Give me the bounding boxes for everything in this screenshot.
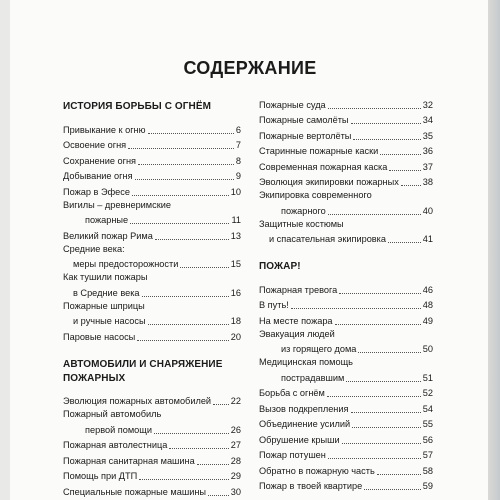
- toc-entry[interactable]: первой помощи 26: [85, 424, 241, 435]
- toc-entry-line1: Медицинская помощь: [259, 357, 353, 367]
- toc-entry[interactable]: Объединение усилий 55: [259, 419, 433, 429]
- toc-entry[interactable]: Эволюция экипировки пожарных 38: [259, 177, 433, 187]
- toc-entry[interactable]: Пожар в Эфесе 10: [63, 186, 241, 197]
- toc-entry[interactable]: На месте пожара 49: [259, 315, 433, 326]
- toc-entry[interactable]: Обрушение крыши 56: [259, 434, 433, 445]
- toc-entry[interactable]: пожарного 40: [281, 205, 433, 216]
- toc-entry[interactable]: Борьба с огнём 52: [259, 388, 433, 398]
- toc-entry[interactable]: Освоение огня 7: [63, 140, 241, 150]
- toc-entry[interactable]: Пожар потушен 57: [259, 450, 433, 460]
- toc-entry[interactable]: Современная пожарная каска 37: [259, 161, 433, 172]
- toc-entry[interactable]: меры предосторожности 15: [73, 259, 241, 269]
- toc-entry[interactable]: Пожар в твоей квартире 59: [259, 481, 433, 491]
- toc-entry[interactable]: Пожарная тревога 46: [259, 284, 433, 295]
- toc-entry[interactable]: Сохранение огня 8: [63, 155, 241, 166]
- toc-entry[interactable]: Пожарная санитарная машина 28: [63, 455, 241, 466]
- toc-entry-line1: Вигилы – древнеримские: [63, 199, 171, 210]
- toc-entry-line1: Как тушили пожары: [63, 272, 148, 282]
- toc-entry-line1: Экипировка современного: [259, 190, 372, 200]
- page-title: СОДЕРЖАНИЕ: [183, 58, 317, 78]
- toc-entry-line1: Пожарные шприцы: [63, 300, 145, 311]
- toc-entry[interactable]: Эволюция пожарных автомобилей 22: [63, 396, 241, 406]
- toc-entry[interactable]: Великий пожар Рима 13: [63, 230, 241, 241]
- toc-entry[interactable]: Помощь при ДТП 29: [63, 471, 241, 481]
- toc-entry-line1: Защитные костюмы: [259, 218, 344, 229]
- toc-entry[interactable]: В путь! 48: [259, 300, 433, 310]
- toc-right-column: [259, 96, 433, 493]
- toc-entry[interactable]: Вызов подкрепления 54: [259, 403, 433, 414]
- toc-entry[interactable]: Старинные пожарные каски 36: [259, 146, 433, 156]
- toc-entry[interactable]: пострадавшим 51: [281, 372, 433, 383]
- toc-entry-line1: Пожарный автомобиль: [63, 409, 162, 419]
- toc-entry[interactable]: в Средние века 16: [73, 287, 241, 298]
- toc-entry[interactable]: Пожарные самолёты 34: [259, 115, 433, 125]
- toc-entry[interactable]: Паровые насосы 20: [63, 331, 241, 342]
- toc-entry-line1: Эвакуация людей: [259, 328, 335, 339]
- toc-entry[interactable]: и ручные насосы 18: [73, 316, 241, 326]
- toc-entry[interactable]: Добывание огня 9: [63, 171, 241, 181]
- toc-entry[interactable]: Пожарные суда 32: [259, 99, 433, 110]
- toc-entry[interactable]: Обратно в пожарную часть 58: [259, 465, 433, 476]
- toc-entry[interactable]: Пожарная автолестница 27: [63, 440, 241, 450]
- toc-left-column: [63, 96, 241, 499]
- toc-entry[interactable]: Специальные пожарные машины 30: [63, 486, 241, 497]
- toc-entry[interactable]: пожарные 11: [85, 215, 241, 225]
- toc-entry[interactable]: и спасательная экипировка 41: [269, 234, 433, 244]
- toc-entry[interactable]: Привыкание к огню 6: [63, 124, 241, 135]
- toc-entry[interactable]: из горящего дома 50: [281, 344, 433, 354]
- toc-entry-line1: Средние века:: [63, 243, 125, 254]
- section-heading: ПОЖАР!: [259, 261, 301, 272]
- section-heading: ИСТОРИЯ БОРЬБЫ С ОГНЁМ: [63, 101, 212, 112]
- section-heading: АВТОМОБИЛИ И СНАРЯЖЕНИЕ ПОЖАРНЫХ: [63, 358, 223, 384]
- toc-entry[interactable]: Пожарные вертолёты 35: [259, 130, 433, 141]
